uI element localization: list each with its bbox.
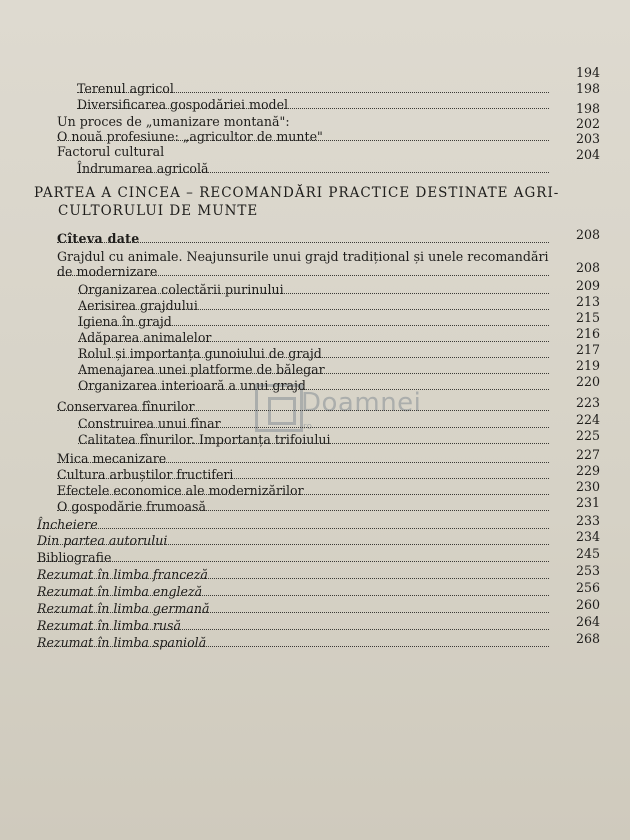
toc-entry-title: Rezumat în limba franceză bbox=[37, 567, 208, 582]
toc-entry-title: Aerisirea grajdului bbox=[78, 298, 198, 313]
toc-entry-title: Rezumat în limba engleză bbox=[37, 584, 203, 599]
toc-entry-title: de modernizare bbox=[57, 264, 158, 279]
toc-page-number: 227 bbox=[575, 447, 600, 462]
toc-entry bbox=[78, 377, 549, 394]
toc-page-number: 223 bbox=[575, 395, 600, 410]
toc-page-number: 208 bbox=[575, 227, 600, 242]
watermark-text: Doamnei bbox=[301, 388, 422, 418]
toc-page-number: 204 bbox=[575, 147, 600, 162]
toc-entry-title: Bibliografie bbox=[37, 550, 112, 565]
toc-entry-title: Îndrumarea agricolă bbox=[77, 161, 209, 176]
toc-entry-title: Mica mecanizare bbox=[57, 451, 167, 466]
toc-entry bbox=[37, 617, 549, 634]
toc-entry-title: O nouă profesiune: „agricultor de munte" bbox=[57, 129, 323, 144]
toc-entry bbox=[78, 281, 549, 298]
toc-entry bbox=[77, 160, 549, 177]
toc-page-number: 234 bbox=[575, 529, 600, 544]
toc-entry bbox=[57, 263, 549, 280]
toc-entry bbox=[37, 583, 549, 600]
toc-page-number: 220 bbox=[575, 374, 600, 389]
toc-entry bbox=[78, 345, 549, 362]
toc-entry-title: Rolul și importanța gunoiului de grajd bbox=[78, 346, 322, 361]
section-heading-line-2: CULTORULUI DE MUNTE bbox=[58, 203, 259, 219]
toc-page-number: 219 bbox=[575, 358, 600, 373]
toc-entry-title: Efectele economice ale modernizărilor bbox=[57, 483, 304, 498]
toc-page-number: 233 bbox=[575, 513, 600, 528]
toc-page-number: 202 bbox=[575, 116, 600, 131]
toc-page-number: 253 bbox=[575, 563, 600, 578]
toc-entry bbox=[78, 313, 549, 330]
toc-page-number: 198 bbox=[575, 81, 600, 96]
toc-entry bbox=[57, 498, 549, 515]
toc-entry bbox=[78, 361, 549, 378]
toc-entry bbox=[57, 482, 549, 499]
toc-page-number: 231 bbox=[575, 495, 600, 510]
toc-entry-title: Calitatea fînurilor. Importanța trifoiului bbox=[78, 432, 331, 447]
toc-entry bbox=[57, 248, 577, 265]
toc-entry-title: Amenajarea unei platforme de bălegar bbox=[78, 362, 325, 377]
toc-entry-title: Igiena în grajd bbox=[78, 314, 172, 329]
toc-page-number: 203 bbox=[575, 131, 600, 146]
toc-entry bbox=[57, 230, 549, 247]
toc-page-number: 209 bbox=[575, 278, 600, 293]
toc-entry bbox=[37, 532, 549, 549]
toc-entry bbox=[78, 329, 549, 346]
toc-page-number: 194 bbox=[575, 65, 600, 80]
toc-entry-title: Rezumat în limba spaniolă bbox=[37, 635, 207, 650]
toc-entry bbox=[57, 143, 357, 160]
toc-entry-title: Rezumat în limba rusă bbox=[37, 618, 182, 633]
toc-entry-title: Terenul agricol bbox=[77, 81, 174, 96]
toc-entry-title: Conservarea fînurilor bbox=[57, 399, 195, 414]
toc-entry bbox=[77, 96, 549, 113]
toc-page-number: 268 bbox=[575, 631, 600, 646]
toc-entry-title: Diversificarea gospodăriei model bbox=[77, 97, 289, 112]
toc-entry bbox=[37, 549, 549, 566]
toc-page-number: 224 bbox=[575, 412, 600, 427]
toc-entry bbox=[77, 80, 549, 97]
toc-entry bbox=[57, 398, 549, 415]
toc-entry bbox=[57, 450, 549, 467]
dot-leader bbox=[37, 528, 549, 529]
toc-page-number: 217 bbox=[575, 342, 600, 357]
toc-page-number: 216 bbox=[575, 326, 600, 341]
toc-entry-title: Organizarea colectării purinului bbox=[78, 282, 284, 297]
toc-entry-title: Grajdul cu animale. Neajunsurile unui grajd tradițional și unele recomandări bbox=[57, 249, 549, 264]
toc-page-number: 225 bbox=[575, 428, 600, 443]
toc-entry bbox=[78, 297, 549, 314]
toc-entry bbox=[37, 600, 549, 617]
toc-entry bbox=[37, 516, 549, 533]
toc-entry-title: Din partea autorului bbox=[37, 533, 168, 548]
toc-page-number: 245 bbox=[575, 546, 600, 561]
toc-entry-title: Un proces de „umanizare montană": bbox=[57, 114, 290, 129]
toc-entry-title: Încheiere bbox=[37, 517, 98, 532]
watermark-subtext: ro bbox=[303, 422, 313, 432]
toc-entry bbox=[57, 128, 549, 145]
toc-entry-title: Factorul cultural bbox=[57, 144, 165, 159]
toc-page-number: 215 bbox=[575, 310, 600, 325]
toc-entry bbox=[37, 634, 549, 651]
toc-page-number: 256 bbox=[575, 580, 600, 595]
toc-page-number: 230 bbox=[575, 479, 600, 494]
toc-entry bbox=[57, 466, 549, 483]
toc-page-number: 229 bbox=[575, 463, 600, 478]
toc-entry-title: Organizarea interioară a unui grajd bbox=[78, 378, 306, 393]
toc-page-number: 213 bbox=[575, 294, 600, 309]
toc-entry-title: Cultura arbuștilor fructiferi bbox=[57, 467, 234, 482]
toc-page-number: 264 bbox=[575, 614, 600, 629]
toc-entry-title: Adăparea animalelor bbox=[78, 330, 212, 345]
toc-page-number: 198 bbox=[575, 101, 600, 116]
toc-entry-title: Cîteva date bbox=[57, 231, 140, 246]
toc-entry bbox=[78, 431, 549, 448]
section-heading-line-1: PARTEA A CINCEA – RECOMANDĂRI PRACTICE DESTINATE AGRI- bbox=[34, 185, 560, 201]
toc-entry-title: O gospodărie frumoasă bbox=[57, 499, 206, 514]
toc-entry-title: Rezumat în limba germană bbox=[37, 601, 210, 616]
toc-page-number: 260 bbox=[575, 597, 600, 612]
toc-entry bbox=[78, 415, 549, 432]
toc-entry bbox=[37, 566, 549, 583]
toc-entry-title: Construirea unui fînar bbox=[78, 416, 221, 431]
toc-page-number: 208 bbox=[575, 260, 600, 275]
